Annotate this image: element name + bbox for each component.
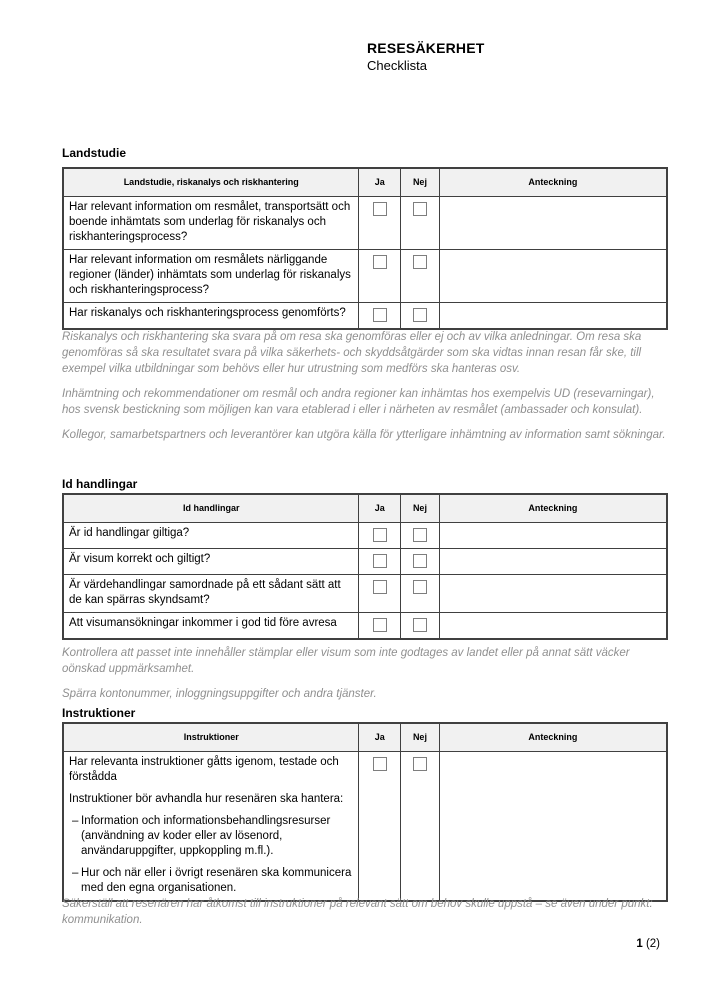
column-header-nej: Nej [401,494,440,523]
nej-checkbox[interactable] [413,580,427,594]
instruktioner-notes [62,896,668,928]
column-header-anteckning: Anteckning [439,168,667,197]
id-handlingar-table [62,493,668,640]
ja-cell [359,613,401,640]
nej-cell [401,523,440,549]
nej-cell [401,752,440,902]
anteckning-cell[interactable] [439,303,667,330]
anteckning-cell[interactable] [439,752,667,902]
note-paragraph: Kontrollera att passet inte innehåller stämplar eller visum som inte godtages av landet eller på annat sätt väcker oönskad uppmärksamhet. [62,647,630,675]
bullet-item [69,814,353,859]
ja-checkbox[interactable] [373,580,387,594]
id-handlingar-notes [62,645,668,702]
column-header-ja: Ja [359,494,401,523]
nej-cell [401,250,440,303]
table-row [63,250,667,303]
anteckning-cell[interactable] [439,523,667,549]
page-number [636,938,660,950]
note-paragraph: Kollegor, samarbetspartners och leverantörer kan utgöra källa för ytterligare inhämtning av information samt sökningar. [62,429,666,441]
nej-checkbox[interactable] [413,554,427,568]
question-cell: Att visumansökningar inkommer i god tid före avresa [63,613,359,640]
ja-checkbox[interactable] [373,202,387,216]
nej-checkbox[interactable] [413,202,427,216]
landstudie-table [62,167,668,330]
column-header-ja: Ja [359,723,401,752]
note-paragraph: Säkerställ att resenären har åtkomst till instruktioner på relevant sätt om behov skulle uppstå – se även under punkt: kommunikation. [62,898,653,926]
ja-checkbox[interactable] [373,255,387,269]
section-heading-id-handlingar: Id handlingar [62,477,138,491]
table-row [63,613,667,640]
ja-cell [359,752,401,902]
nej-cell [401,575,440,613]
question-cell [63,752,359,902]
question-text: Har relevanta instruktioner gåtts igenom, testade och förstådda [69,756,339,783]
table-row [63,303,667,330]
anteckning-cell[interactable] [439,613,667,640]
document-subtitle: Checklista [367,58,427,73]
table-row [63,549,667,575]
anteckning-cell[interactable] [439,250,667,303]
ja-checkbox[interactable] [373,757,387,771]
question-cell: Är visum korrekt och giltigt? [63,549,359,575]
column-header-question: Id handlingar [63,494,359,523]
note-paragraph: Riskanalys och riskhantering ska svara på om resa ska genomföras eller ej och av vilka anledningar. Om resa ska genomföras så ska resultatet svara på vilka säkerhets- och skyddsåtgärder som ska vidtas innan resan får ske, till exempel vilka utbildningar som behövs eller hur utrustning som medförs ska hanteras osv. [62,331,642,375]
nej-checkbox[interactable] [413,618,427,632]
ja-cell [359,575,401,613]
table-row [63,197,667,250]
column-header-anteckning: Anteckning [439,494,667,523]
question-cell: Är värdehandlingar samordnade på ett sådant sätt att de kan spärras skyndsamt? [63,575,359,613]
question-cell: Är id handlingar giltiga? [63,523,359,549]
ja-checkbox[interactable] [373,554,387,568]
column-header-nej: Nej [401,168,440,197]
nej-checkbox[interactable] [413,528,427,542]
instruktioner-table [62,722,668,902]
nej-cell [401,197,440,250]
note-paragraph: Inhämtning och rekommendationer om resmål och andra regioner kan inhämtas hos exempelvis UD (resevarningar), hos svensk bestickning som möjligen kan vara etablerad i eller i närheten av resmålet (ambassader och konsulat). [62,388,655,416]
section-heading-instruktioner: Instruktioner [62,706,136,720]
question-cell: Har relevant information om resmålets närliggande regioner (länder) inhämtats som underlag för riskanalys och riskhanteringsprocess? [63,250,359,303]
instruktioner-table-wrap [62,722,668,902]
table-header-row [63,168,667,197]
anteckning-cell[interactable] [439,575,667,613]
nej-checkbox[interactable] [413,255,427,269]
ja-checkbox[interactable] [373,618,387,632]
dash-bullet-marker: – [72,815,79,827]
ja-checkbox[interactable] [373,308,387,322]
anteckning-cell[interactable] [439,197,667,250]
nej-checkbox[interactable] [413,308,427,322]
nej-cell [401,303,440,330]
landstudie-notes [62,329,668,443]
nej-checkbox[interactable] [413,757,427,771]
ja-cell [359,549,401,575]
ja-cell [359,197,401,250]
column-header-question: Instruktioner [63,723,359,752]
dash-bullet-marker: – [72,867,79,879]
bullet-text: Hur och när eller i övrigt resenären ska kommunicera med den egna organisationen. [81,867,352,894]
column-header-nej: Nej [401,723,440,752]
ja-cell [359,523,401,549]
table-header-row [63,723,667,752]
anteckning-cell[interactable] [439,549,667,575]
section-heading-landstudie: Landstudie [62,146,127,160]
column-header-anteckning: Anteckning [439,723,667,752]
document-title: RESESÄKERHET [367,40,485,56]
bullet-item [69,866,353,896]
question-cell: Har relevant information om resmålet, transportsätt och boende inhämtats som underlag för riskanalys och riskhanteringsprocess? [63,197,359,250]
table-row [63,575,667,613]
question-cell: Har riskanalys och riskhanteringsprocess genomförts? [63,303,359,330]
landstudie-table-wrap [62,167,668,330]
question-subtext: Instruktioner bör avhandla hur resenären ska hantera: [69,793,344,805]
ja-cell [359,303,401,330]
table-row [63,752,667,902]
title-block [367,40,485,74]
ja-cell [359,250,401,303]
page-number-current: 1 [636,938,643,950]
note-paragraph: Spärra kontonummer, inloggningsuppgifter och andra tjänster. [62,688,377,700]
column-header-ja: Ja [359,168,401,197]
id-handlingar-table-wrap [62,493,668,640]
table-row [63,523,667,549]
nej-cell [401,613,440,640]
table-header-row [63,494,667,523]
ja-checkbox[interactable] [373,528,387,542]
nej-cell [401,549,440,575]
page-number-total: (2) [645,938,660,950]
column-header-question: Landstudie, riskanalys och riskhantering [63,168,359,197]
bullet-text: Information och informationsbehandlingsresurser (användning av koder eller av lösenord, användaruppgifter, uppkoppling m.fl.). [81,815,331,857]
